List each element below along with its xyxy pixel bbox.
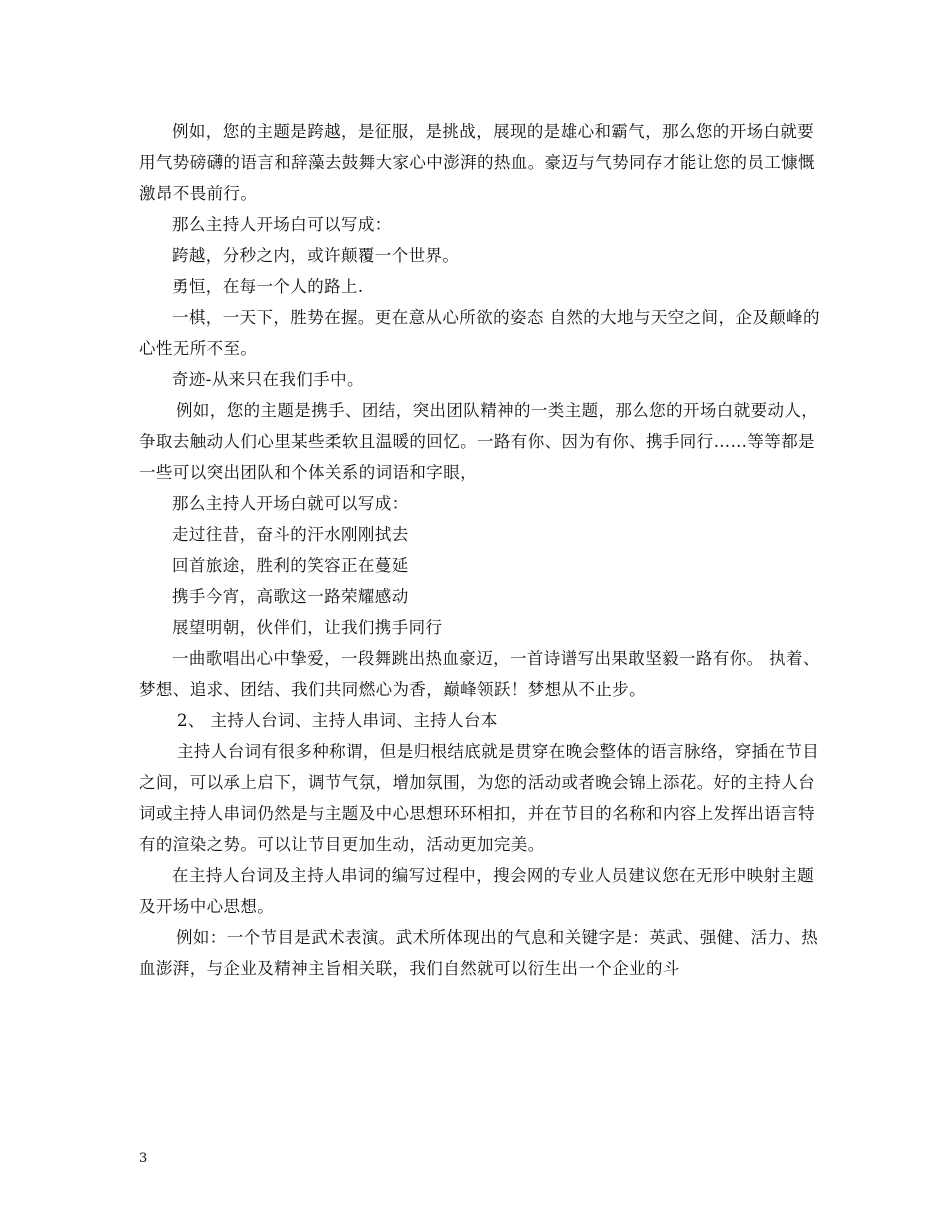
paragraph-writing-advice: 在主持人台词及主持人串词的编写过程中，搜会网的专业人员建议您在无形中映射主题及开场中心思想。 <box>139 866 815 916</box>
paragraph-opening-intro-2: 那么主持人开场白就可以写成： <box>172 494 409 513</box>
section-heading-2: 2、 主持人台词、主持人串词、主持人台本 <box>177 711 498 730</box>
paragraph-opening-line-1: 跨越，分秒之内，或许颠覆一个世界。 <box>172 246 460 265</box>
paragraph-closing-poem: 一曲歌唱出心中挚爱，一段舞跳出热血豪迈，一首诗谱写出果敢坚毅一路有你。 执着、梦想、追求、团结、我们共同燃心为香，巅峰领跃！梦想从不止步。 <box>139 649 820 699</box>
paragraph-opening-line-4: 奇迹-从来只在我们手中。 <box>172 370 364 389</box>
paragraph-opening-intro: 那么主持人开场白可以写成： <box>172 215 392 234</box>
poem-line-2: 回首旅途，胜利的笑容正在蔓延 <box>172 556 409 575</box>
poem-line-3: 携手今宵，高歌这一路荣耀感动 <box>172 587 409 606</box>
paragraph-theme-teamwork: 例如，您的主题是携手、团结，突出团队精神的一类主题，那么您的开场白就要动人，争取去触动人们心里某些柔软且温暖的回忆。一路有你、因为有你、携手同行……等等都是一些可以突出团队和个体关系的词语和字眼， <box>139 401 819 482</box>
paragraph-theme-crossing: 例如，您的主题是跨越，是征服，是挑战，展现的是雄心和霸气，那么您的开场白就要用气势磅礴的语言和辞藻去鼓舞大家心中澎湃的热血。豪迈与气势同存才能让您的员工慷慨激昂不畏前行。 <box>139 122 815 203</box>
page-number: 3 <box>139 1151 148 1166</box>
paragraph-opening-line-3: 一棋，一天下，胜势在握。更在意从心所欲的姿态 自然的大地与天空之间，企及颠峰的心性无所不至。 <box>139 308 820 358</box>
paragraph-martial-arts-example: 例如：一个节目是武术表演。武术所体现出的气息和关键字是：英武、强健、活力、热血澎湃，与企业及精神主旨相关联，我们自然就可以衍生出一个企业的斗 <box>139 928 819 978</box>
paragraph-host-lines: 主持人台词有很多种称谓，但是归根结底就是贯穿在晚会整体的语言脉络，穿插在节目之间，可以承上启下，调节气氛，增加氛围，为您的活动或者晚会锦上添花。好的主持人台词或主持人串词仍然是与主题及中心思想环环相扣，并在节目的名称和内容上发挥出语言特有的渲染之势。可以让节目更加生动，活动更加完美。 <box>139 742 820 854</box>
document-body <box>139 116 829 984</box>
poem-line-1: 走过往昔，奋斗的汗水刚刚拭去 <box>172 525 409 544</box>
paragraph-opening-line-2: 勇恒，在每一个人的路上. <box>172 277 364 296</box>
poem-line-4: 展望明朝，伙伴们，让我们携手同行 <box>172 618 443 637</box>
